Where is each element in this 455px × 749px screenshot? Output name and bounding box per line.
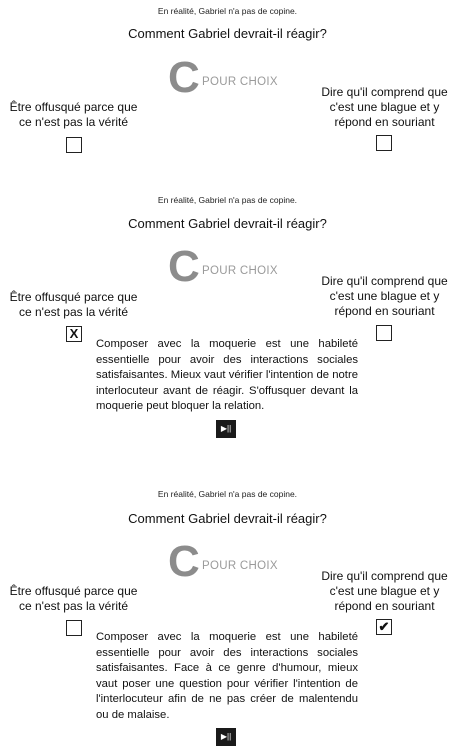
- option-left-label: [0, 290, 147, 320]
- option-right-line1: Dire qu'il comprend que: [321, 85, 448, 99]
- option-right-checkbox[interactable]: [376, 135, 392, 151]
- option-right-checkbox[interactable]: ✔: [376, 619, 392, 635]
- option-left-label: [0, 100, 147, 130]
- option-right-line3: répond en souriant: [334, 599, 435, 613]
- option-right-line2: c'est une blague et y: [329, 289, 440, 303]
- option-right-line1: Dire qu'il comprend que: [321, 569, 448, 583]
- play-pause-icon[interactable]: ▶||: [216, 420, 236, 438]
- option-left-line1: Être offusqué parce que: [9, 290, 138, 304]
- play-pause-icon[interactable]: ▶||: [216, 728, 236, 746]
- logo-text: POUR CHOIX: [202, 76, 278, 88]
- option-right-line3: répond en souriant: [334, 304, 435, 318]
- option-left-checkbox[interactable]: [66, 137, 82, 153]
- option-left-checkbox[interactable]: [66, 620, 82, 636]
- option-left-label: [0, 584, 147, 614]
- context-text: En réalité, Gabriel n'a pas de copine.: [157, 195, 298, 205]
- option-right-line3: répond en souriant: [334, 115, 435, 129]
- option-right-label: [314, 274, 455, 319]
- context-text: En réalité, Gabriel n'a pas de copine.: [157, 6, 298, 16]
- option-right-line1: Dire qu'il comprend que: [321, 274, 448, 288]
- feedback-text: Composer avec la moquerie est une habileté essentielle pour avoir des interactions sociales satisfaisantes. Mieux vaut vérifier l'intention de notre interlocuteur avant de réagir. S'offusquer devant la moquerie peut bloquer la relation.: [96, 338, 358, 412]
- logo-text: POUR CHOIX: [202, 265, 278, 277]
- question-title: Comment Gabriel devrait-il réagir?: [128, 26, 327, 41]
- option-right-label: [314, 569, 455, 614]
- feedback-text: Composer avec la moquerie est une habileté essentielle pour avoir des interactions sociales satisfaisantes. Face à ce genre d'humour, mieux vaut poser une question pour vérifier l'intention de l'interlocuteur afin de ne pas créer de malentendu ou de malaise.: [96, 631, 358, 721]
- option-right-checkbox[interactable]: [376, 325, 392, 341]
- question-title: Comment Gabriel devrait-il réagir?: [128, 216, 327, 231]
- context-text: En réalité, Gabriel n'a pas de copine.: [157, 489, 298, 499]
- option-right-line2: c'est une blague et y: [329, 100, 440, 114]
- logo-letter: C: [168, 53, 200, 102]
- option-left-line1: Être offusqué parce que: [9, 100, 138, 114]
- option-right-line2: c'est une blague et y: [329, 584, 440, 598]
- option-left-checkbox[interactable]: X: [66, 326, 82, 342]
- option-right-label: [314, 85, 455, 130]
- option-left-line2: ce n'est pas la vérité: [18, 305, 128, 319]
- option-left-line2: ce n'est pas la vérité: [18, 115, 128, 129]
- option-left-line2: ce n'est pas la vérité: [18, 599, 128, 613]
- logo-letter: C: [168, 537, 200, 586]
- question-title: Comment Gabriel devrait-il réagir?: [128, 511, 327, 526]
- logo-text: POUR CHOIX: [202, 560, 278, 572]
- option-left-line1: Être offusqué parce que: [9, 584, 138, 598]
- logo-letter: C: [168, 242, 200, 291]
